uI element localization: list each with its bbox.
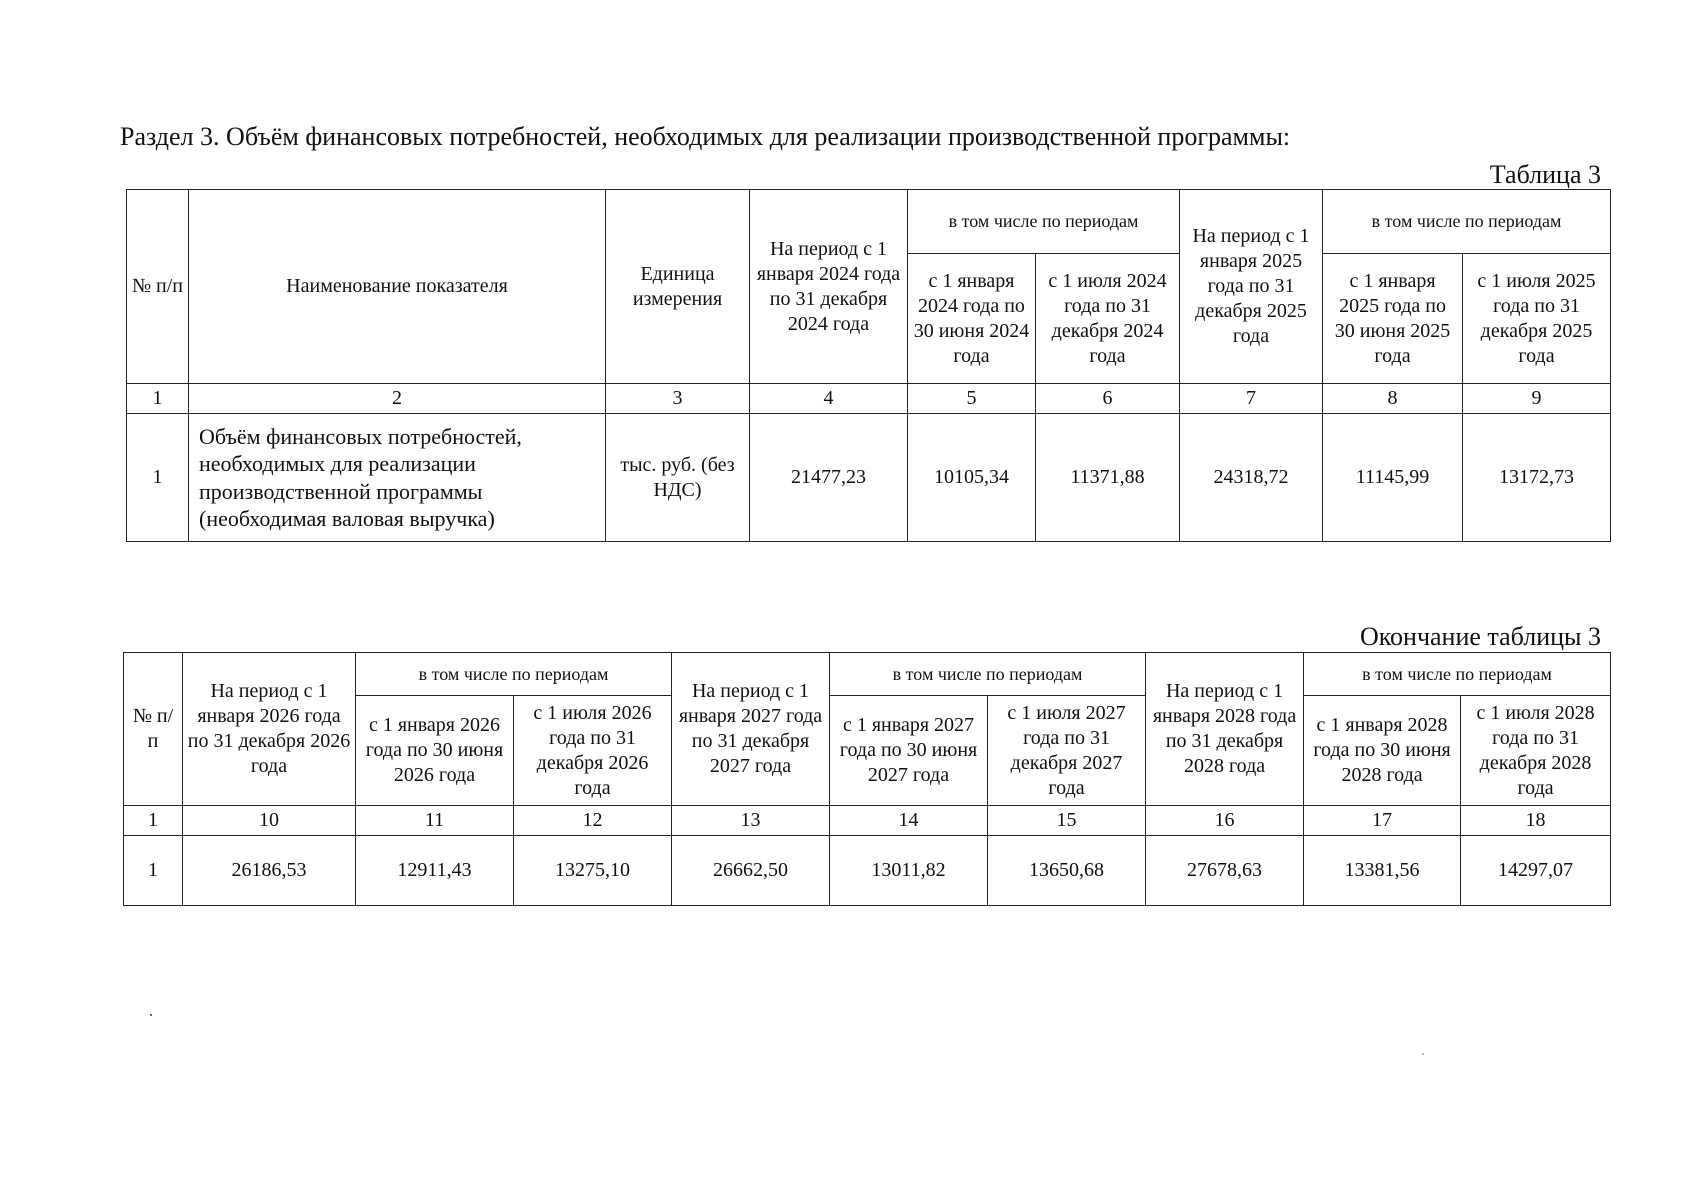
header-unit: Единица измерения — [606, 190, 750, 384]
column-number: 14 — [830, 806, 988, 836]
column-number: 13 — [672, 806, 830, 836]
scan-speck — [1422, 1053, 1424, 1055]
column-number: 7 — [1180, 384, 1323, 414]
header-period-2024: На период с 1 января 2024 года по 31 декабря 2024 года — [750, 190, 908, 384]
value-cell: 11145,99 — [1323, 414, 1463, 542]
value-cell: 11371,88 — [1036, 414, 1180, 542]
value-cell: 21477,23 — [750, 414, 908, 542]
value-cell: 13650,68 — [988, 836, 1146, 906]
header-including-periods: в том числе по периодам — [1304, 653, 1611, 696]
header-h2-2025: с 1 июля 2025 года по 31 декабря 2025 года — [1463, 254, 1611, 384]
column-number-row — [124, 806, 1611, 836]
header-h1-2027: с 1 января 2027 года по 30 июня 2027 года — [830, 696, 988, 806]
financial-needs-table-end — [123, 652, 1611, 906]
header-h1-2024: с 1 января 2024 года по 30 июня 2024 года — [908, 254, 1036, 384]
column-number: 16 — [1146, 806, 1304, 836]
indicator-name: Объём финансовых потребностей, необходимых для реализации производственной программы (необходимая валовая выручка) — [189, 414, 606, 542]
header-num: № п/п — [127, 190, 189, 384]
column-number: 12 — [514, 806, 672, 836]
financial-needs-table — [126, 189, 1611, 542]
table-row — [127, 414, 1611, 542]
unit-cell: тыс. руб. (без НДС) — [606, 414, 750, 542]
value-cell: 26662,50 — [672, 836, 830, 906]
header-h2-2024: с 1 июля 2024 года по 31 декабря 2024 года — [1036, 254, 1180, 384]
header-h2-2026: с 1 июля 2026 года по 31 декабря 2026 года — [514, 696, 672, 806]
column-number: 18 — [1461, 806, 1611, 836]
column-number: 9 — [1463, 384, 1611, 414]
column-number: 17 — [1304, 806, 1461, 836]
value-cell: 24318,72 — [1180, 414, 1323, 542]
column-number: 1 — [127, 384, 189, 414]
header-period-2027: На период с 1 января 2027 года по 31 декабря 2027 года — [672, 653, 830, 806]
value-cell: 10105,34 — [908, 414, 1036, 542]
value-cell: 27678,63 — [1146, 836, 1304, 906]
header-including-periods: в том числе по периодам — [908, 190, 1180, 254]
header-h1-2028: с 1 января 2028 года по 30 июня 2028 года — [1304, 696, 1461, 806]
column-number: 4 — [750, 384, 908, 414]
header-indicator-name: Наименование показателя — [189, 190, 606, 384]
value-cell: 26186,53 — [183, 836, 356, 906]
row-number: 1 — [124, 836, 183, 906]
table-continuation-caption: Окончание таблицы 3 — [1359, 622, 1601, 651]
header-period-2028: На период с 1 января 2028 года по 31 декабря 2028 года — [1146, 653, 1304, 806]
value-cell: 14297,07 — [1461, 836, 1611, 906]
column-number: 3 — [606, 384, 750, 414]
value-cell: 13275,10 — [514, 836, 672, 906]
header-period-2026: На период с 1 января 2026 года по 31 декабря 2026 года — [183, 653, 356, 806]
column-number: 8 — [1323, 384, 1463, 414]
row-number: 1 — [127, 414, 189, 542]
header-h2-2027: с 1 июля 2027 года по 31 декабря 2027 года — [988, 696, 1146, 806]
column-number: 11 — [356, 806, 514, 836]
column-number: 2 — [189, 384, 606, 414]
table-row — [124, 836, 1611, 906]
header-period-2025: На период с 1 января 2025 года по 31 декабря 2025 года — [1180, 190, 1323, 384]
column-number-row — [127, 384, 1611, 414]
header-including-periods: в том числе по периодам — [356, 653, 672, 696]
column-number: 15 — [988, 806, 1146, 836]
column-number: 6 — [1036, 384, 1180, 414]
header-num: № п/п — [124, 653, 183, 806]
header-h2-2028: с 1 июля 2028 года по 31 декабря 2028 года — [1461, 696, 1611, 806]
column-number: 5 — [908, 384, 1036, 414]
header-including-periods: в том числе по периодам — [1323, 190, 1611, 254]
header-h1-2025: с 1 января 2025 года по 30 июня 2025 года — [1323, 254, 1463, 384]
header-h1-2026: с 1 января 2026 года по 30 июня 2026 года — [356, 696, 514, 806]
value-cell: 13011,82 — [830, 836, 988, 906]
header-including-periods: в том числе по периодам — [830, 653, 1146, 696]
value-cell: 13172,73 — [1463, 414, 1611, 542]
table-caption: Таблица 3 — [1489, 160, 1601, 189]
value-cell: 12911,43 — [356, 836, 514, 906]
section-heading: Раздел 3. Объём финансовых потребностей, необходимых для реализации производственной программы: — [120, 122, 1291, 151]
column-number: 10 — [183, 806, 356, 836]
scan-speck — [150, 1014, 152, 1016]
value-cell: 13381,56 — [1304, 836, 1461, 906]
column-number: 1 — [124, 806, 183, 836]
